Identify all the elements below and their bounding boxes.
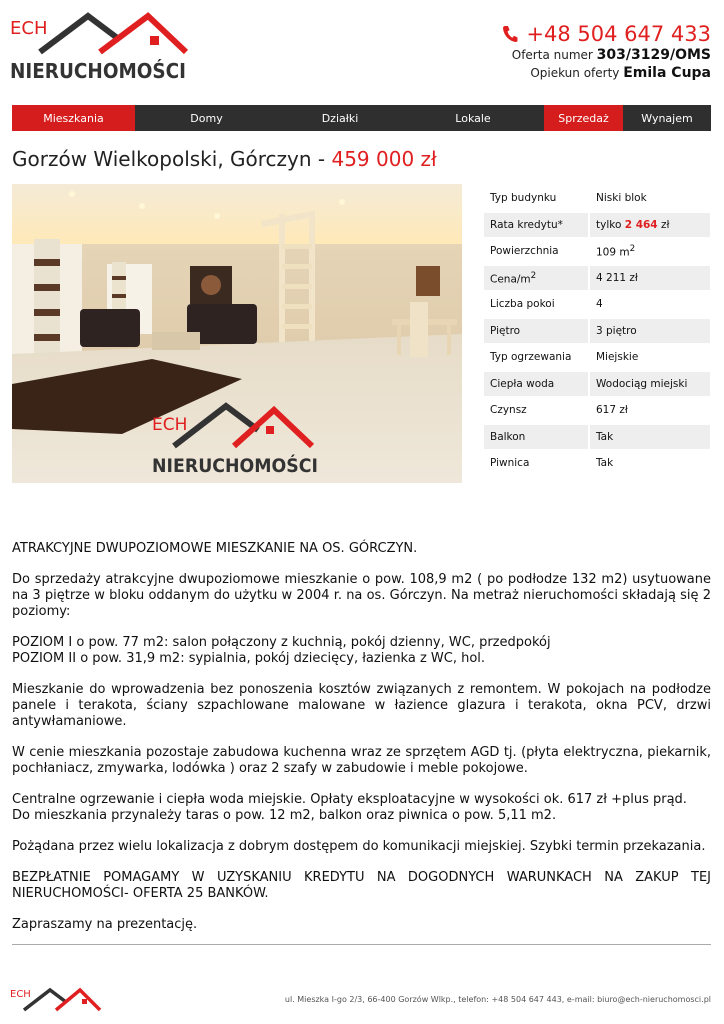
spec-key: Typ ogrzewania xyxy=(484,345,590,370)
spec-key: Powierzchnia xyxy=(484,239,590,264)
main-nav xyxy=(12,105,711,131)
spec-row xyxy=(484,345,710,370)
spec-value: Tak xyxy=(590,451,710,476)
spec-value: 3 piętro xyxy=(590,319,710,344)
description-paragraph: Centralne ogrzewanie i ciepła woda miejskie. Opłaty eksploatacyjne w wysokości ok. 617 zł +plus prąd. Do mieszkania przynależy taras o pow. 12 m2, balkon oraz piwnica o pow. 5,11 m2. xyxy=(12,792,687,823)
spec-row xyxy=(484,425,710,450)
nav-item-sprzedaz[interactable]: Sprzedaż xyxy=(544,105,623,131)
spec-row xyxy=(484,239,710,264)
nav-item-mieszkania[interactable]: Mieszkania xyxy=(12,105,135,131)
spec-row xyxy=(484,372,710,397)
description-paragraph: ATRAKCYJNE DWUPOZIOMOWE MIESZKANIE NA OS. GÓRCZYN. xyxy=(12,541,418,556)
spec-value: 109 $m^2$ xyxy=(590,239,710,264)
offer-label: Oferta numer xyxy=(511,48,593,62)
description-paragraph: W cenie mieszkania pozostaje zabudowa kuchenna wraz ze sprzętem AGD tj. (płyta elektryczna, piekarnik, pochłaniacz, zmywarka, lodówka ) oraz 2 szafy w zabudowie i meble pokojowe. xyxy=(12,745,711,776)
footer-logo[interactable] xyxy=(10,984,102,1024)
description-paragraph: POZIOM I o pow. 77 m2: salon połączony z kuchnią, pokój dzienny, WC, przedpokój POZIOM II o pow. 31,9 m2: sypialnia, pokój dziecięcy, łazienka z WC, hol. xyxy=(12,635,551,666)
description-paragraph: Do sprzedaży atrakcyjne dwupoziomowe mieszkanie o pow. 108,9 m2 ( po podłodze 132 m2) usytuowane na 3 piętrze w bloku oddanym do użytku w 2004 r. na os. Górczyn. Na metraż nieruchomości składają się 2 poziomy: xyxy=(12,572,711,619)
logo-text-bottom: NIERUCHOMOŚCI xyxy=(10,59,186,83)
description-paragraph: BEZPŁATNIE POMAGAMY W UZYSKANIU KREDYTU NA DOGODNYCH WARUNKACH NA ZAKUP TEJ NIERUCHOMOŚCI- OFERTA 25 BANKÓW. xyxy=(12,870,711,901)
logo-text-top: ECH xyxy=(10,18,48,39)
spec-key: Czynsz xyxy=(484,398,590,423)
svg-text:ECH: ECH xyxy=(10,989,31,1000)
spec-value: Tak xyxy=(590,425,710,450)
divider xyxy=(12,944,711,945)
svg-text:ECH: ECH xyxy=(152,415,188,435)
spec-value: Wodociąg miejski xyxy=(590,372,710,397)
property-photo[interactable] xyxy=(12,184,462,483)
contact-block xyxy=(502,22,711,82)
agent-name: Emila Cupa xyxy=(623,65,711,81)
agent-row xyxy=(502,64,711,82)
spec-key: Ciepła woda xyxy=(484,372,590,397)
svg-text:NIERUCHOMOŚCI: NIERUCHOMOŚCI xyxy=(152,455,334,477)
spec-key: Rata kredytu* xyxy=(484,213,590,238)
listing-title xyxy=(12,146,437,172)
spec-row xyxy=(484,213,710,238)
description-paragraph: Mieszkanie do wprowadzenia bez ponoszenia kosztów związanych z remontem. W pokojach na podłodze panele i terakota, ściany szpachlowane malowane w łazience glazura i terakota, okna PCV, drzwi antywłamaniowe. xyxy=(12,682,711,729)
spec-key: Piętro xyxy=(484,319,590,344)
nav-item-dzialki[interactable]: Działki xyxy=(321,111,359,125)
spec-key: Balkon xyxy=(484,425,590,450)
phone-number[interactable]: +48 504 647 433 xyxy=(526,22,711,46)
nav-item-domy[interactable]: Domy xyxy=(190,111,223,125)
listing-location: Gorzów Wielkopolski, Górczyn - xyxy=(12,147,326,171)
nav-item-lokale[interactable]: Lokale xyxy=(455,111,491,125)
description-paragraph: Pożądana przez wielu lokalizacja z dobrym dostępem do komunikacji miejskiej. Szybki termin przekazania. xyxy=(12,839,706,854)
phone-icon xyxy=(502,25,518,43)
spec-value: Niski blok xyxy=(590,186,710,211)
spec-row xyxy=(484,319,710,344)
spec-value: tylko 2 464 zł xyxy=(590,213,710,238)
nav-item-wynajem[interactable]: Wynajem xyxy=(641,111,693,125)
spec-key: Typ budynku xyxy=(484,186,590,211)
spec-value: Miejskie xyxy=(590,345,710,370)
spec-value: 617 zł xyxy=(590,398,710,423)
spec-value: 4 211 zł xyxy=(590,266,710,291)
spec-row xyxy=(484,292,710,317)
company-logo[interactable] xyxy=(10,8,190,84)
spec-row xyxy=(484,266,710,291)
spec-row xyxy=(484,186,710,211)
spec-value: 4 xyxy=(590,292,710,317)
spec-key: Liczba pokoi xyxy=(484,292,590,317)
spec-key: Cena/$m^2$ xyxy=(484,266,590,291)
offer-number: 303/3129/OMS xyxy=(596,47,711,63)
listing-price: 459 000 zł xyxy=(331,147,437,171)
description-paragraph: Zapraszamy na prezentację. xyxy=(12,917,198,932)
spec-row xyxy=(484,451,710,476)
agent-label: Opiekun oferty xyxy=(530,66,620,80)
listing-description xyxy=(12,541,711,933)
offer-number-row xyxy=(502,46,711,64)
spec-key: Piwnica xyxy=(484,451,590,476)
phone-row[interactable] xyxy=(502,22,711,46)
footer-address: ul. Mieszka I-go 2/3, 66-400 Gorzów Wlkp., telefon: +48 504 647 443, e-mail: biuro@ech-nieruchomosci.pl xyxy=(284,995,711,1004)
property-specs-table xyxy=(484,184,710,478)
spec-row xyxy=(484,398,710,423)
credit-installment: 2 464 xyxy=(624,218,658,231)
